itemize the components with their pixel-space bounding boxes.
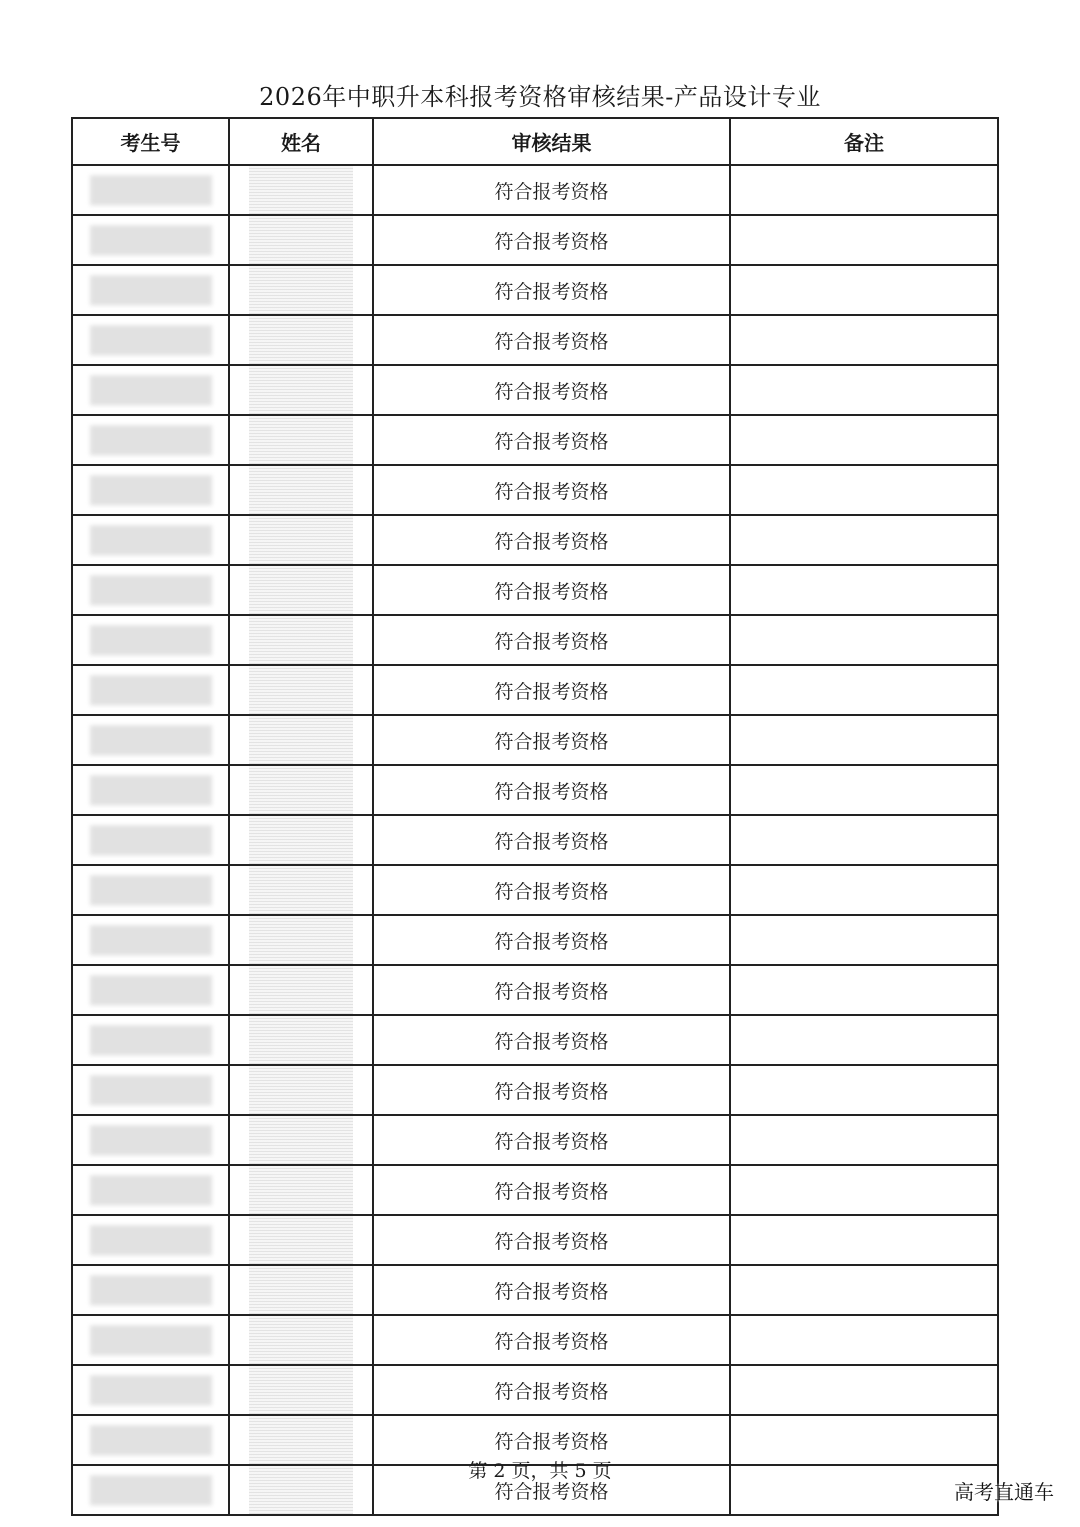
- candidate-id-cell: [72, 1365, 229, 1415]
- header-note: 备注: [730, 118, 998, 165]
- candidate-id-cell: [72, 515, 229, 565]
- result-cell: 符合报考资格: [373, 215, 730, 265]
- header-candidate-id: 考生号: [72, 118, 229, 165]
- note-cell: [730, 965, 998, 1015]
- note-cell: [730, 1065, 998, 1115]
- table-row: [72, 415, 998, 465]
- redacted-candidate-id: [90, 175, 212, 205]
- note-cell: [730, 765, 998, 815]
- candidate-id-cell: [72, 1065, 229, 1115]
- table-row: [72, 915, 998, 965]
- watermark-logo: 高考直通车: [954, 1480, 1054, 1504]
- table-row: [72, 1065, 998, 1115]
- note-cell: [730, 1315, 998, 1365]
- name-cell: [229, 1165, 373, 1215]
- note-cell: [730, 365, 998, 415]
- redacted-candidate-id: [90, 375, 212, 405]
- table-row: [72, 265, 998, 315]
- candidate-id-cell: [72, 415, 229, 465]
- candidate-id-cell: [72, 815, 229, 865]
- redacted-name: [249, 1316, 353, 1364]
- redacted-candidate-id: [90, 1275, 212, 1305]
- candidate-id-cell: [72, 1265, 229, 1315]
- name-cell: [229, 365, 373, 415]
- table-row: [72, 865, 998, 915]
- name-cell: [229, 215, 373, 265]
- table-row: [72, 965, 998, 1015]
- name-cell: [229, 1015, 373, 1065]
- redacted-candidate-id: [90, 875, 212, 905]
- redacted-name: [249, 716, 353, 764]
- candidate-id-cell: [72, 215, 229, 265]
- header-result: 审核结果: [373, 118, 730, 165]
- name-cell: [229, 665, 373, 715]
- results-table: [71, 117, 999, 1516]
- candidate-id-cell: [72, 165, 229, 215]
- redacted-candidate-id: [90, 525, 212, 555]
- header-name: 姓名: [229, 118, 373, 165]
- redacted-name: [249, 466, 353, 514]
- note-cell: [730, 1365, 998, 1415]
- redacted-name: [249, 916, 353, 964]
- candidate-id-cell: [72, 615, 229, 665]
- name-cell: [229, 165, 373, 215]
- result-cell: 符合报考资格: [373, 915, 730, 965]
- candidate-id-cell: [72, 565, 229, 615]
- name-cell: [229, 715, 373, 765]
- redacted-candidate-id: [90, 925, 212, 955]
- note-cell: [730, 1165, 998, 1215]
- result-cell: 符合报考资格: [373, 1315, 730, 1365]
- name-cell: [229, 1215, 373, 1265]
- table-row: [72, 515, 998, 565]
- result-cell: 符合报考资格: [373, 1265, 730, 1315]
- redacted-candidate-id: [90, 1425, 212, 1455]
- result-cell: 符合报考资格: [373, 1015, 730, 1065]
- redacted-name: [249, 266, 353, 314]
- result-cell: 符合报考资格: [373, 1465, 730, 1515]
- result-cell: 符合报考资格: [373, 1215, 730, 1265]
- candidate-id-cell: [72, 915, 229, 965]
- redacted-name: [249, 816, 353, 864]
- redacted-name: [249, 366, 353, 414]
- table-header-row: [72, 118, 998, 165]
- redacted-candidate-id: [90, 1325, 212, 1355]
- candidate-id-cell: [72, 1315, 229, 1365]
- table-row: [72, 1015, 998, 1065]
- redacted-name: [249, 566, 353, 614]
- candidate-id-cell: [72, 1215, 229, 1265]
- redacted-name: [249, 966, 353, 1014]
- note-cell: [730, 165, 998, 215]
- result-cell: 符合报考资格: [373, 1165, 730, 1215]
- redacted-name: [249, 1266, 353, 1314]
- redacted-candidate-id: [90, 275, 212, 305]
- redacted-candidate-id: [90, 475, 212, 505]
- note-cell: [730, 1265, 998, 1315]
- note-cell: [730, 1115, 998, 1165]
- redacted-name: [249, 766, 353, 814]
- redacted-candidate-id: [90, 675, 212, 705]
- candidate-id-cell: [72, 665, 229, 715]
- note-cell: [730, 665, 998, 715]
- table-row: [72, 1115, 998, 1165]
- table-body: [72, 165, 998, 1515]
- result-cell: 符合报考资格: [373, 315, 730, 365]
- redacted-candidate-id: [90, 1125, 212, 1155]
- result-cell: 符合报考资格: [373, 265, 730, 315]
- redacted-name: [249, 866, 353, 914]
- name-cell: [229, 1365, 373, 1415]
- result-cell: 符合报考资格: [373, 1065, 730, 1115]
- redacted-candidate-id: [90, 325, 212, 355]
- page-footer: 第 2 页，共 5 页: [468, 1460, 612, 1482]
- candidate-id-cell: [72, 465, 229, 515]
- redacted-name: [249, 416, 353, 464]
- redacted-candidate-id: [90, 425, 212, 455]
- result-cell: 符合报考资格: [373, 515, 730, 565]
- redacted-name: [249, 616, 353, 664]
- result-cell: 符合报考资格: [373, 1415, 730, 1465]
- redacted-candidate-id: [90, 225, 212, 255]
- table-row: [72, 665, 998, 715]
- redacted-candidate-id: [90, 775, 212, 805]
- redacted-candidate-id: [90, 975, 212, 1005]
- result-cell: 符合报考资格: [373, 1115, 730, 1165]
- table-row: [72, 565, 998, 615]
- name-cell: [229, 265, 373, 315]
- name-cell: [229, 315, 373, 365]
- result-cell: 符合报考资格: [373, 165, 730, 215]
- note-cell: [730, 565, 998, 615]
- redacted-candidate-id: [90, 725, 212, 755]
- redacted-candidate-id: [90, 575, 212, 605]
- note-cell: [730, 715, 998, 765]
- redacted-candidate-id: [90, 825, 212, 855]
- table-row: [72, 815, 998, 865]
- candidate-id-cell: [72, 1115, 229, 1165]
- redacted-candidate-id: [90, 1225, 212, 1255]
- note-cell: [730, 465, 998, 515]
- redacted-name: [249, 316, 353, 364]
- redacted-candidate-id: [90, 625, 212, 655]
- candidate-id-cell: [72, 1165, 229, 1215]
- result-cell: 符合报考资格: [373, 615, 730, 665]
- candidate-id-cell: [72, 865, 229, 915]
- result-cell: 符合报考资格: [373, 715, 730, 765]
- note-cell: [730, 515, 998, 565]
- name-cell: [229, 1115, 373, 1165]
- redacted-name: [249, 1116, 353, 1164]
- name-cell: [229, 1265, 373, 1315]
- table-row: [72, 1365, 998, 1415]
- candidate-id-cell: [72, 965, 229, 1015]
- note-cell: [730, 815, 998, 865]
- note-cell: [730, 865, 998, 915]
- result-cell: 符合报考资格: [373, 465, 730, 515]
- redacted-candidate-id: [90, 1075, 212, 1105]
- name-cell: [229, 1065, 373, 1115]
- candidate-id-cell: [72, 365, 229, 415]
- name-cell: [229, 815, 373, 865]
- result-cell: 符合报考资格: [373, 415, 730, 465]
- name-cell: [229, 565, 373, 615]
- result-cell: 符合报考资格: [373, 365, 730, 415]
- name-cell: [229, 765, 373, 815]
- name-cell: [229, 415, 373, 465]
- result-cell: 符合报考资格: [373, 665, 730, 715]
- table-row: [72, 1265, 998, 1315]
- redacted-candidate-id: [90, 1025, 212, 1055]
- candidate-id-cell: [72, 1015, 229, 1065]
- name-cell: [229, 915, 373, 965]
- note-cell: [730, 315, 998, 365]
- candidate-id-cell: [72, 765, 229, 815]
- redacted-name: [249, 1066, 353, 1114]
- table-row: [72, 365, 998, 415]
- note-cell: [730, 615, 998, 665]
- name-cell: [229, 865, 373, 915]
- note-cell: [730, 265, 998, 315]
- redacted-name: [249, 516, 353, 564]
- candidate-id-cell: [72, 315, 229, 365]
- document-title: 2026年中职升本科报考资格审核结果-产品设计专业: [259, 83, 821, 111]
- table-row: [72, 1315, 998, 1365]
- note-cell: [730, 415, 998, 465]
- name-cell: [229, 965, 373, 1015]
- result-cell: 符合报考资格: [373, 1365, 730, 1415]
- table-row: [72, 765, 998, 815]
- table-row: [72, 315, 998, 365]
- note-cell: [730, 215, 998, 265]
- result-cell: 符合报考资格: [373, 815, 730, 865]
- table-row: [72, 615, 998, 665]
- table-row: [72, 1165, 998, 1215]
- name-cell: [229, 1315, 373, 1365]
- redacted-name: [249, 1016, 353, 1064]
- candidate-id-cell: [72, 265, 229, 315]
- redacted-name: [249, 1166, 353, 1214]
- redacted-name: [249, 216, 353, 264]
- table-row: [72, 215, 998, 265]
- table-row: [72, 715, 998, 765]
- redacted-candidate-id: [90, 1175, 212, 1205]
- candidate-id-cell: [72, 715, 229, 765]
- result-cell: 符合报考资格: [373, 965, 730, 1015]
- result-cell: 符合报考资格: [373, 865, 730, 915]
- name-cell: [229, 515, 373, 565]
- table-row: [72, 165, 998, 215]
- result-cell: 符合报考资格: [373, 765, 730, 815]
- note-cell: [730, 1015, 998, 1065]
- table-row: [72, 465, 998, 515]
- redacted-name: [249, 166, 353, 214]
- redacted-name: [249, 1366, 353, 1414]
- table-row: [72, 1215, 998, 1265]
- name-cell: [229, 465, 373, 515]
- redacted-name: [249, 666, 353, 714]
- redacted-name: [249, 1216, 353, 1264]
- redacted-candidate-id: [90, 1375, 212, 1405]
- note-cell: [730, 915, 998, 965]
- note-cell: [730, 1215, 998, 1265]
- name-cell: [229, 615, 373, 665]
- result-cell: 符合报考资格: [373, 565, 730, 615]
